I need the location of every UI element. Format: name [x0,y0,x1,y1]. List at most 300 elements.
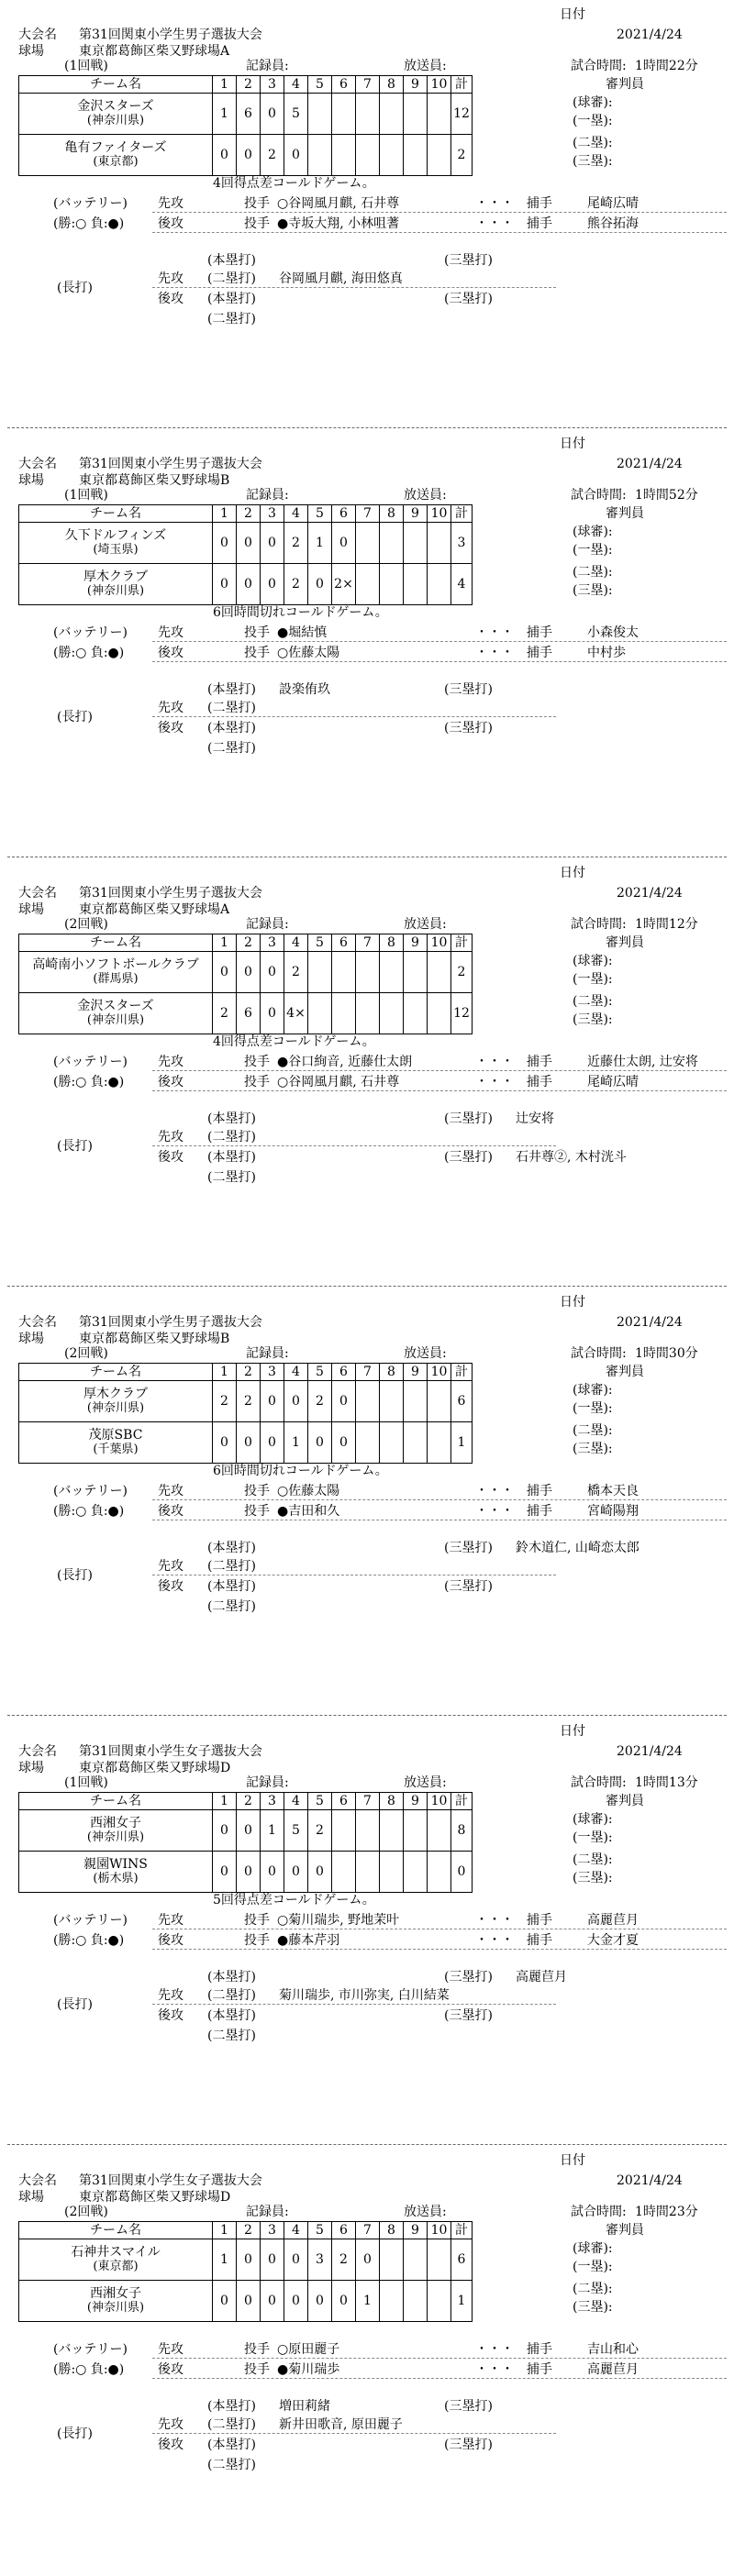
second-base-umpire-label: (二塁): [573,565,613,580]
inning-header: 8 [380,2222,404,2239]
team-name: 厚木クラブ [83,1387,148,1401]
team-cell [19,993,213,1034]
inning-score: 0 [237,952,261,993]
inning-score: 2 [308,1381,332,1422]
battery-label: (バッテリー) [53,1055,128,1069]
date-label: 日付 [560,1295,585,1310]
battery-label: (バッテリー) [53,2342,128,2357]
second-batting-label: 後攻 [158,646,184,660]
catcher-second: 中村歩 [587,646,626,660]
inning-score: 0 [308,2281,332,2322]
first-batting-label: 先攻 [158,1559,184,1574]
inning-score [428,1381,451,1422]
section-divider [7,427,727,428]
second-batting-label: 後攻 [158,1579,184,1594]
pitcher-first: ●谷口絢音, 近藤仕太朗 [277,1055,413,1069]
round-label: (2回戦) [64,917,108,932]
umpires-label: 審判員 [606,935,644,950]
inning-score: 3 [308,2239,332,2281]
inning-score [308,993,332,1034]
total-score: 1 [451,1422,473,1464]
team-name-header: チーム名 [19,2222,213,2239]
inning-score [332,1810,356,1852]
first-batting-label: 先攻 [158,271,184,286]
team-cell [19,952,213,993]
team-name: 金沢スターズ [77,99,154,114]
inning-score [356,1381,380,1422]
pitcher-second: ●寺坂大翔, 小林咀蓍 [277,216,400,231]
recorder-label: 記録員: [246,2205,289,2219]
scoreboard-header [19,2222,473,2239]
inning-score: 0 [356,2239,380,2281]
triples-label: (三塁打) [444,721,493,735]
doubles-label: (二塁打) [207,701,256,715]
inning-score: 0 [284,1381,308,1422]
inning-score [404,135,428,176]
doubles-label: (二塁打) [207,1988,256,2003]
inning-header: 8 [380,934,404,952]
scoreboard [18,1792,473,1893]
tournament-label: 大会名 [18,1315,57,1330]
announcer-label: 放送員: [404,1346,447,1361]
inning-header: 1 [213,76,237,94]
inning-score [356,94,380,135]
inning-score [380,1810,404,1852]
inning-score [428,564,451,605]
third-base-umpire-label: (三塁): [573,583,613,598]
catcher-label: 捕手 [527,2342,552,2357]
catcher-first: 近藤仕太朗, 辻安将 [587,1055,698,1069]
inning-score: 0 [261,94,284,135]
venue-label: 球場 [18,1761,44,1775]
second-batting-label: 後攻 [158,1933,184,1948]
team-cell [19,2239,213,2281]
inning-header: 9 [404,1364,428,1381]
inning-header: 4 [284,2222,308,2239]
inning-score: 2 [284,564,308,605]
inning-score [356,952,380,993]
game-time: 1時間12分 [635,917,698,932]
scoreboard [18,75,473,176]
inning-score [404,564,428,605]
game-time-label: 試合時間: [571,1346,627,1361]
inning-score: 6 [237,993,261,1034]
first-base-umpire-label: (一塁): [573,114,613,128]
long-hits-label: (長打) [57,281,93,295]
total-score: 1 [451,2281,473,2322]
dots: ・・・ [475,1075,514,1089]
game-record [0,0,734,429]
third-base-umpire-label: (三塁): [573,154,613,169]
inning-header: 2 [237,505,261,523]
inning-score: 0 [213,1810,237,1852]
dots: ・・・ [475,1913,514,1928]
inning-score [404,952,428,993]
pitcher-first: ○原田麗子 [277,2342,340,2357]
game-note: 4回得点差コールドゲーム。 [213,1034,375,1049]
inning-score: 2 [213,1381,237,1422]
announcer-label: 放送員: [404,59,447,73]
game-date: 2021/4/24 [617,1744,683,1759]
team-prefecture: (神奈川県) [86,1830,145,1844]
inning-score: 1 [284,1422,308,1464]
pitcher-second: ●吉田和久 [277,1504,340,1519]
team-row [19,952,473,993]
inning-header: 9 [404,1793,428,1810]
inning-score [356,1852,380,1893]
inning-score: 0 [261,993,284,1034]
pitcher-label: 投手 [244,2342,270,2357]
long-hits-label: (長打) [57,2427,93,2441]
homers-label: (本塁打) [207,721,256,735]
inning-header: 6 [332,76,356,94]
inning-header: 5 [308,1364,332,1381]
game-date: 2021/4/24 [617,886,683,901]
team-name: 親園WINS [83,1857,148,1872]
inning-header: 9 [404,2222,428,2239]
recorder-label: 記録員: [246,59,289,73]
team-name: 西湘女子 [90,1816,141,1830]
venue-label: 球場 [18,1332,44,1346]
scoreboard-header [19,1364,473,1381]
triples-label: (三塁打) [444,1150,493,1165]
inning-score: 0 [284,2281,308,2322]
inning-header: 7 [356,1364,380,1381]
umpires-label: 審判員 [606,2223,644,2238]
inning-header: 5 [308,76,332,94]
homers-label: (本塁打) [207,253,256,268]
section-divider [7,1715,727,1716]
triples-first: 辻安将 [516,1111,554,1126]
team-name: 金沢スターズ [77,999,154,1013]
inning-score: 0 [261,564,284,605]
underline [152,1070,727,1071]
inning-score: 0 [261,1422,284,1464]
second-base-umpire-label: (二塁): [573,1852,613,1867]
game-time: 1時間52分 [635,488,698,503]
triples-label: (三塁打) [444,2399,493,2414]
inning-header: 6 [332,1364,356,1381]
team-row [19,2239,473,2281]
first-batting-label: 先攻 [158,1130,184,1144]
inning-score [404,1381,428,1422]
inning-score [404,94,428,135]
inning-score: 0 [261,1381,284,1422]
pitcher-second: ●菊川瑞歩 [277,2362,340,2377]
game-note: 4回得点差コールドゲーム。 [213,176,375,191]
game-date: 2021/4/24 [617,1315,683,1330]
team-name: 久下ドルフィンズ [64,528,167,543]
inning-score [404,993,428,1034]
inning-score: 0 [213,2281,237,2322]
umpires-label: 審判員 [606,506,644,521]
win-loss-legend: (勝:○ 負:●) [53,216,125,231]
dots: ・・・ [475,2362,514,2377]
third-base-umpire-label: (三塁): [573,1012,613,1027]
team-name: 亀有ファイターズ [64,140,167,155]
second-base-umpire-label: (二塁): [573,2282,613,2296]
dots: ・・・ [475,625,514,640]
third-base-umpire-label: (三塁): [573,1442,613,1456]
inning-score: 2 [284,952,308,993]
date-label: 日付 [560,866,585,880]
catcher-first: 吉山和心 [587,2342,639,2357]
second-batting-label: 後攻 [158,2438,184,2452]
inning-header: 2 [237,76,261,94]
inning-header: 6 [332,934,356,952]
triples-label: (三塁打) [444,2008,493,2023]
round-label: (2回戦) [64,1346,108,1361]
underline [152,1499,727,1500]
inning-header: 2 [237,1793,261,1810]
tournament-label: 大会名 [18,28,57,42]
inning-score: 0 [308,1422,332,1464]
game-note: 5回得点差コールドゲーム。 [213,1893,375,1907]
first-batting-label: 先攻 [158,1913,184,1928]
game-time-label: 試合時間: [571,1775,627,1790]
doubles-label: (二塁打) [207,2029,256,2043]
inning-score: 0 [308,1852,332,1893]
plate-umpire-label: (球審): [573,1812,613,1827]
first-batting-label: 先攻 [158,625,184,640]
venue-name: 東京都葛飾区柴又野球場D [79,2190,231,2205]
pitcher-first: ○佐藤太陽 [277,1484,340,1498]
second-base-umpire-label: (二塁): [573,1423,613,1438]
game-record [0,2146,734,2575]
umpires-label: 審判員 [606,1365,644,1379]
pitcher-label: 投手 [244,1484,270,1498]
underline [152,287,556,288]
pitcher-first: ●堀結慎 [277,625,328,640]
date-label: 日付 [560,7,585,22]
plate-umpire-label: (球審): [573,954,613,968]
underline [152,1145,556,1146]
win-loss-legend: (勝:○ 負:●) [53,1075,125,1089]
team-cell [19,1852,213,1893]
underline [152,2433,556,2434]
inning-score [428,1810,451,1852]
inning-score: 2 [332,2239,356,2281]
date-label: 日付 [560,1724,585,1739]
inning-score: 0 [237,2239,261,2281]
dots: ・・・ [475,196,514,211]
second-batting-label: 後攻 [158,2362,184,2377]
inning-score [428,1422,451,1464]
third-base-umpire-label: (三塁): [573,2300,613,2315]
win-loss-legend: (勝:○ 負:●) [53,1933,125,1948]
game-note: 6回時間切れコールドゲーム。 [213,1464,388,1478]
inning-score: 5 [284,94,308,135]
team-name-header: チーム名 [19,1793,213,1810]
game-date: 2021/4/24 [617,28,683,42]
announcer-label: 放送員: [404,488,447,503]
total-score: 6 [451,1381,473,1422]
plate-umpire-label: (球審): [573,525,613,539]
inning-header: 2 [237,934,261,952]
first-batting-label: 先攻 [158,701,184,715]
inning-header: 10 [428,2222,451,2239]
game-note: 6回時間切れコールドゲーム。 [213,605,388,620]
catcher-first: 小森俊太 [587,625,639,640]
pitcher-label: 投手 [244,1504,270,1519]
inning-score: 0 [237,1422,261,1464]
total-header: 計 [451,2222,473,2239]
homers-label: (本塁打) [207,1150,256,1165]
dots: ・・・ [475,1504,514,1519]
inning-score: 0 [332,1422,356,1464]
inning-score: 0 [261,2239,284,2281]
tournament-name: 第31回関東小学生女子選抜大会 [79,1744,262,1759]
catcher-second: 宮崎陽翔 [587,1504,639,1519]
total-score: 12 [451,94,473,135]
catcher-label: 捕手 [527,216,552,231]
catcher-label: 捕手 [527,196,552,211]
inning-score: 2 [213,993,237,1034]
inning-score: 2 [284,523,308,564]
homers-first: 増田莉緒 [279,2399,330,2414]
team-prefecture: (神奈川県) [86,584,145,598]
inning-header: 7 [356,2222,380,2239]
inning-score: 0 [261,1852,284,1893]
total-score: 2 [451,952,473,993]
date-label: 日付 [560,2153,585,2168]
catcher-first: 橋本天良 [587,1484,639,1498]
doubles-label: (二塁打) [207,2458,256,2472]
tournament-label: 大会名 [18,2173,57,2188]
venue-label: 球場 [18,44,44,59]
total-score: 12 [451,993,473,1034]
battery-label: (バッテリー) [53,1913,128,1928]
inning-header: 10 [428,934,451,952]
inning-score [380,523,404,564]
plate-umpire-label: (球審): [573,2241,613,2256]
venue-name: 東京都葛飾区柴又野球場D [79,1761,231,1775]
section-divider [7,1286,727,1287]
doubles-label: (二塁打) [207,1170,256,1185]
inning-score: 0 [237,564,261,605]
catcher-second: 尾崎広晴 [587,1075,639,1089]
team-cell [19,135,213,176]
inning-score: 0 [284,135,308,176]
game-time-label: 試合時間: [571,2205,627,2219]
inning-score [380,1422,404,1464]
total-header: 計 [451,505,473,523]
inning-header: 2 [237,1364,261,1381]
win-loss-legend: (勝:○ 負:●) [53,2362,125,2377]
triples-label: (三塁打) [444,1111,493,1126]
total-score: 6 [451,2239,473,2281]
team-cell [19,1422,213,1464]
inning-score: 0 [237,135,261,176]
inning-header: 8 [380,505,404,523]
inning-header: 4 [284,934,308,952]
inning-score [380,952,404,993]
inning-header: 9 [404,76,428,94]
inning-score: 4× [284,993,308,1034]
inning-score [380,993,404,1034]
team-name: 厚木クラブ [83,569,148,584]
inning-score [380,1381,404,1422]
inning-score [332,135,356,176]
inning-score [428,2239,451,2281]
team-name-header: チーム名 [19,505,213,523]
total-header: 計 [451,934,473,952]
game-time-label: 試合時間: [571,917,627,932]
battery-label: (バッテリー) [53,625,128,640]
doubles-label: (二塁打) [207,741,256,756]
inning-header: 3 [261,505,284,523]
catcher-label: 捕手 [527,646,552,660]
game-date: 2021/4/24 [617,457,683,471]
pitcher-label: 投手 [244,1055,270,1069]
team-name: 石神井スマイル [71,2245,161,2260]
inning-header: 4 [284,1364,308,1381]
pitcher-second: ○谷岡風月麒, 石井尊 [277,1075,400,1089]
third-base-umpire-label: (三塁): [573,1871,613,1885]
dots: ・・・ [475,216,514,231]
tournament-name: 第31回関東小学生男子選抜大会 [79,28,262,42]
inning-header: 8 [380,1364,404,1381]
inning-score [428,2281,451,2322]
inning-score: 6 [237,94,261,135]
recorder-label: 記録員: [246,917,289,932]
dots: ・・・ [475,2342,514,2357]
inning-header: 2 [237,2222,261,2239]
team-row [19,1422,473,1464]
win-loss-legend: (勝:○ 負:●) [53,646,125,660]
inning-header: 3 [261,76,284,94]
catcher-first: 高麗苣月 [587,1913,639,1928]
inning-score [356,135,380,176]
doubles-first: 菊川瑞歩, 市川弥実, 白川結菜 [279,1988,450,2003]
inning-score: 1 [308,523,332,564]
inning-header: 1 [213,505,237,523]
inning-score [308,135,332,176]
inning-header: 9 [404,934,428,952]
inning-header: 3 [261,1793,284,1810]
date-label: 日付 [560,437,585,451]
inning-score: 0 [213,564,237,605]
total-score: 4 [451,564,473,605]
triples-label: (三塁打) [444,292,493,306]
team-row [19,1852,473,1893]
inning-header: 9 [404,505,428,523]
homers-label: (本塁打) [207,292,256,306]
underline [152,1090,727,1091]
inning-header: 4 [284,76,308,94]
scoreboard [18,2221,473,2322]
second-batting-label: 後攻 [158,721,184,735]
inning-score [356,1810,380,1852]
dots: ・・・ [475,1484,514,1498]
triples-label: (三塁打) [444,1541,493,1555]
section-divider [7,2144,727,2145]
round-label: (1回戦) [64,59,108,73]
recorder-label: 記録員: [246,1346,289,1361]
tournament-name: 第31回関東小学生女子選抜大会 [79,2173,262,2188]
inning-score [380,94,404,135]
doubles-label: (二塁打) [207,2417,256,2432]
pitcher-label: 投手 [244,625,270,640]
game-time: 1時間13分 [635,1775,698,1790]
team-row [19,993,473,1034]
inning-score [332,993,356,1034]
inning-header: 10 [428,505,451,523]
total-score: 8 [451,1810,473,1852]
team-row [19,1381,473,1422]
doubles-label: (二塁打) [207,1599,256,1614]
scoreboard [18,504,473,605]
